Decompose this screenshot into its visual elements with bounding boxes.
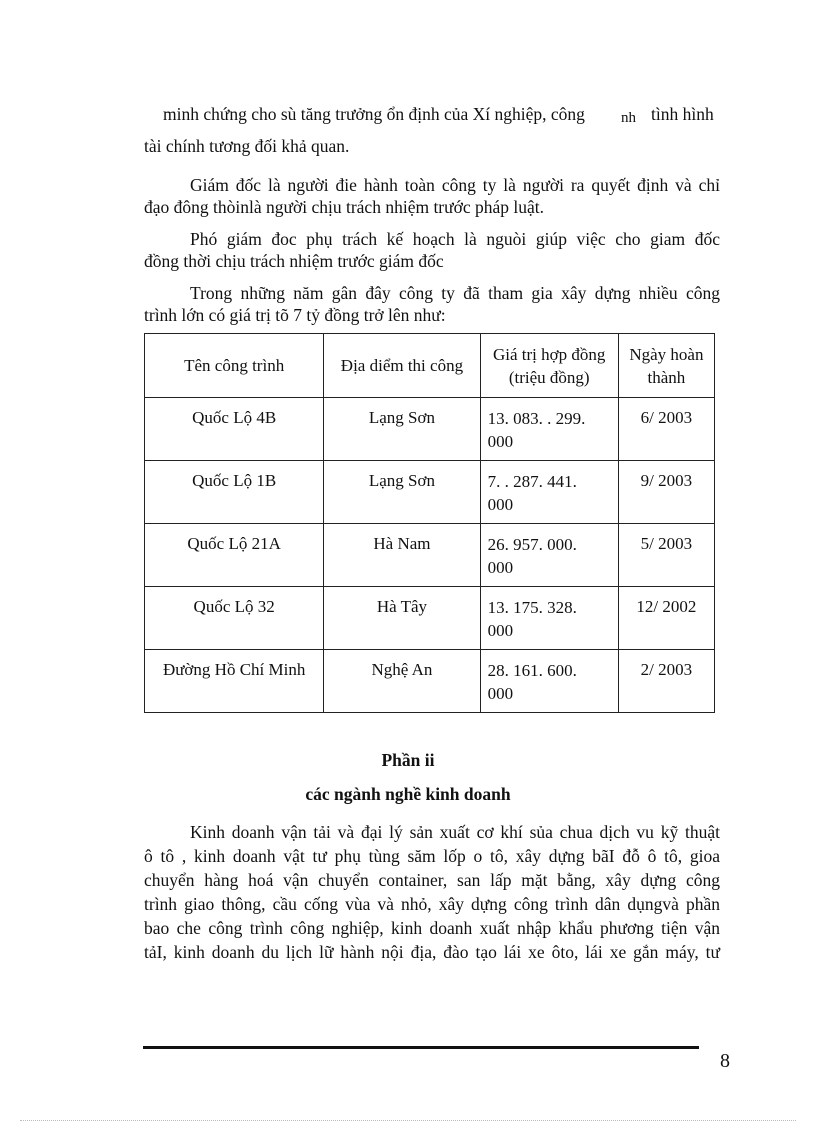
para-business-line-4: trình giao thông, cầu cống vùa và nhỏ, xây dựng công trình dân dụngvà phần xyxy=(144,894,720,914)
footer-rule xyxy=(143,1046,699,1049)
cell-completion-date: 9/ 2003 xyxy=(618,461,714,524)
table-row xyxy=(145,398,715,461)
cell-project-name: Quốc Lộ 32 xyxy=(145,587,324,650)
para-business-line-5: bao che công trình công nghiệp, kinh doanh xuất nhập khẩu phương tiện vận xyxy=(144,918,720,938)
para-director-line-2: đạo đông thòinlà người chịu trách nhiệm trước pháp luật. xyxy=(144,197,545,217)
para-top-line-1-end: tình hình xyxy=(651,104,714,124)
cell-completion-date: 2/ 2003 xyxy=(618,650,714,713)
para-business-line-2: ô tô , kinh doanh vật tư phụ tùng săm lốp o tô, xây dựng bãI đỗ ô tô, gioa xyxy=(144,846,720,866)
para-projects-line-2: trình lớn có giá trị tõ 7 tỷ đồng trở lên như: xyxy=(144,305,446,325)
cell-contract-value: 28. 161. 600. 000 xyxy=(480,650,618,713)
para-business-line-6: tảI, kinh doanh du lịch lữ hành nội địa, đào tạo lái xe ôto, lái xe gắn máy, tư xyxy=(144,942,720,962)
para-top-line-1 xyxy=(163,103,585,125)
table-header-row xyxy=(145,334,715,398)
cell-location: Lạng Sơn xyxy=(324,461,480,524)
cell-contract-value: 7. . 287. 441. 000 xyxy=(480,461,618,524)
cell-completion-date: 12/ 2002 xyxy=(618,587,714,650)
cell-completion-date: 6/ 2003 xyxy=(618,398,714,461)
para-top-text: minh chứng cho sù tăng trưởng ổn định của Xí nghiệp, công xyxy=(163,104,585,124)
para-top-line-2: tài chính tương đối khả quan. xyxy=(144,136,350,156)
table-row xyxy=(145,587,715,650)
cell-location: Hà Nam xyxy=(324,524,480,587)
header-contract-value: Giá trị hợp đồng (triệu đồng) xyxy=(480,334,618,398)
header-project-name: Tên công trình xyxy=(145,334,324,398)
table-row xyxy=(145,650,715,713)
table-row xyxy=(145,461,715,524)
para-top-subscript: nh xyxy=(621,110,636,126)
header-completion-date: Ngày hoàn thành xyxy=(618,334,714,398)
cell-project-name: Quốc Lộ 1B xyxy=(145,461,324,524)
cell-location: Lạng Sơn xyxy=(324,398,480,461)
header-location: Địa diểm thi công xyxy=(324,334,480,398)
page-bottom-border xyxy=(20,1120,796,1121)
table-row xyxy=(145,524,715,587)
cell-contract-value: 13. 175. 328. 000 xyxy=(480,587,618,650)
cell-completion-date: 5/ 2003 xyxy=(618,524,714,587)
page-number: 8 xyxy=(720,1050,730,1072)
para-director-line-1: Giám đốc là người đie hành toàn công ty là người ra quyết định và chỉ xyxy=(190,175,720,195)
para-deputy-line-1: Phó giám đoc phụ trách kế hoạch là nguòi giúp việc cho giam đốc xyxy=(190,229,720,249)
section-title: Phần ii xyxy=(381,750,435,770)
para-deputy-line-2: đồng thời chịu trách nhiệm trước giám đốc xyxy=(144,251,444,271)
section-subtitle: các ngành nghề kinh doanh xyxy=(305,784,511,804)
cell-project-name: Quốc Lộ 4B xyxy=(145,398,324,461)
para-business-line-3: chuyển hàng hoá vận chuyển container, san lấp mặt bằng, xây dựng công xyxy=(144,870,720,890)
cell-project-name: Đường Hồ Chí Minh xyxy=(145,650,324,713)
para-business-line-1: Kinh doanh vận tải và đại lý sản xuất cơ khí sủa chua dịch vu kỹ thuật xyxy=(190,822,720,842)
cell-contract-value: 13. 083. . 299. 000 xyxy=(480,398,618,461)
projects-table xyxy=(144,333,715,713)
para-projects-line-1: Trong những năm gân đây công ty đã tham gia xây dựng nhiều công xyxy=(190,283,720,303)
cell-location: Hà Tây xyxy=(324,587,480,650)
cell-location: Nghệ An xyxy=(324,650,480,713)
cell-contract-value: 26. 957. 000. 000 xyxy=(480,524,618,587)
cell-project-name: Quốc Lộ 21A xyxy=(145,524,324,587)
